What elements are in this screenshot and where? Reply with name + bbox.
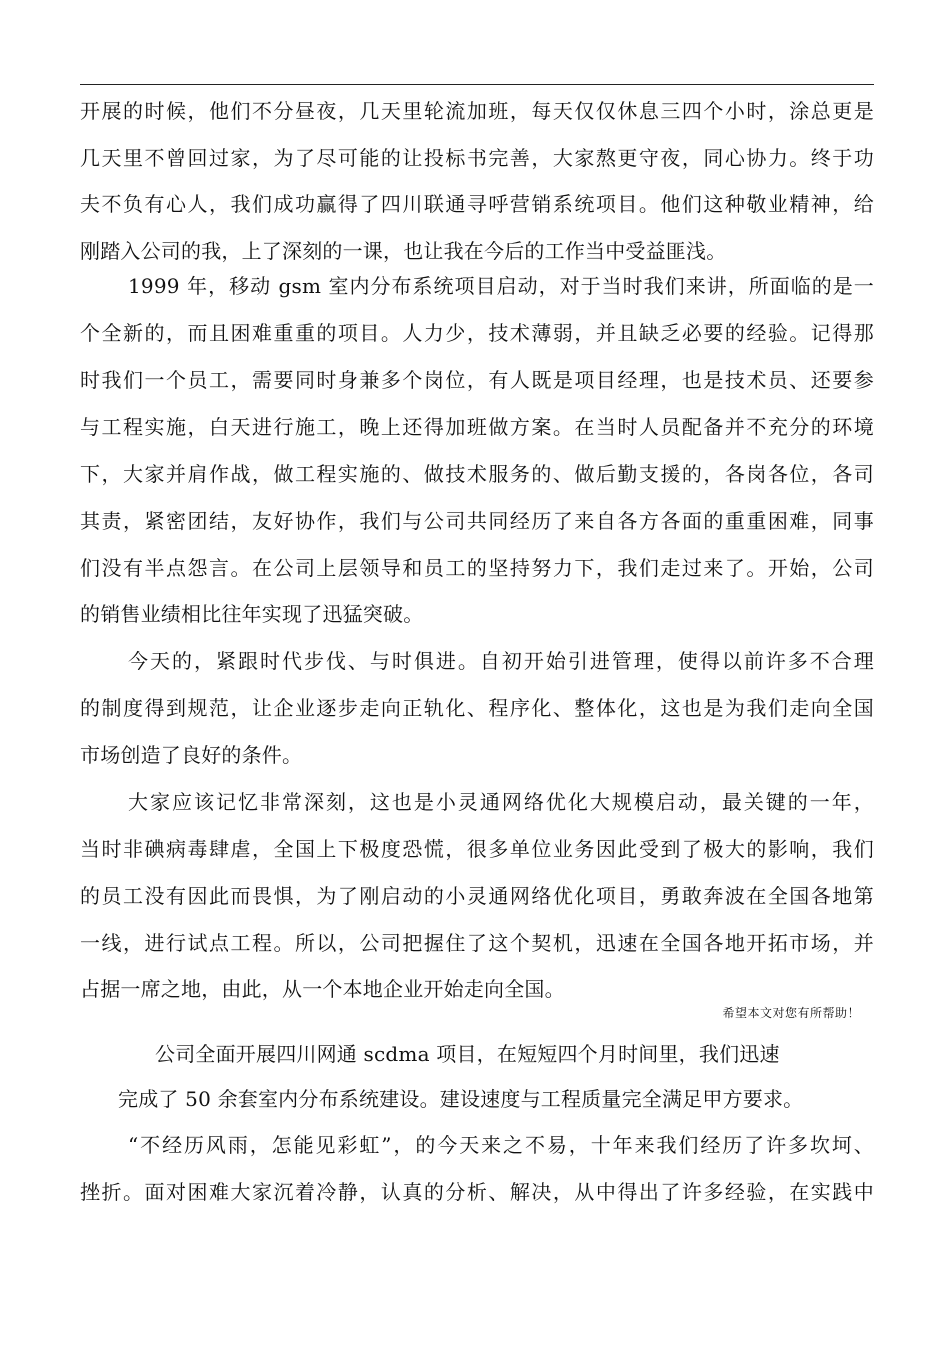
body-text-line: 当时非碘病毒肆虐，全国上下极度恐慌，很多单位业务因此受到了极大的影响，我们 [80,837,874,861]
body-text-line: 开展的时候，他们不分昼夜，几天里轮流加班，每天仅仅休息三四个小时，涂总更是 [80,99,874,123]
body-text-line: 的制度得到规范，让企业逐步走向正轨化、程序化、整体化，这也是为我们走向全国 [80,696,874,720]
body-text-line: 下，大家并肩作战，做工程实施的、做技术服务的、做后勤支援的，各岗各位，各司 [80,462,874,486]
body-text-line: 几天里不曾回过家，为了尽可能的让投标书完善，大家熬更守夜，同心协力。终于功 [80,146,874,170]
body-text-line: 的员工没有因此而畏惧，为了刚启动的小灵通网络优化项目，勇敢奔波在全国各地第 [80,884,874,908]
body-text-line: 公司全面开展四川网通 scdma 项目，在短短四个月时间里，我们迅速 [155,1042,780,1066]
body-text-line: 完成了 50 余套室内分布系统建设。建设速度与工程质量完全满足甲方要求。 [118,1087,804,1111]
body-text-line: 时我们一个员工，需要同时身兼多个岗位，有人既是项目经理，也是技术员、还要参 [80,368,874,392]
header-rule [80,84,874,85]
body-text-line: 个全新的，而且困难重重的项目。人力少，技术薄弱，并且缺乏必要的经验。记得那 [80,321,874,345]
paragraph-start-line: 大家应该记忆非常深刻，这也是小灵通网络优化大规模启动，最关键的一年， [128,790,874,814]
body-text-line: 其责，紧密团结，友好协作，我们与公司共同经历了来自各方各面的重重困难，同事 [80,509,874,533]
body-text-line: 的销售业绩相比往年实现了迅猛突破。 [80,602,424,626]
body-text-line: 刚踏入公司的我，上了深刻的一课，也让我在今后的工作当中受益匪浅。 [80,239,727,263]
paragraph-start-line: 1999 年，移动 gsm 室内分布系统项目启动，对于当时我们来讲，所面临的是一 [128,274,874,298]
paragraph-start-line: 今天的，紧跟时代步伐、与时俱进。自初开始引进管理，使得以前许多不合理 [128,649,874,673]
paragraph-start-line: “不经历风雨，怎能见彩虹”，的今天来之不易，十年来我们经历了许多坎坷、 [128,1133,874,1157]
body-text-line: 夫不负有心人，我们成功赢得了四川联通寻呼营销系统项目。他们这种敬业精神，给 [80,192,874,216]
body-text-line: 占据一席之地，由此，从一个本地企业开始走向全国。 [80,977,565,1001]
body-text-line: 们没有半点怨言。在公司上层领导和员工的坚持努力下，我们走过来了。开始，公司 [80,556,874,580]
body-text-line: 一线，进行试点工程。所以，公司把握住了这个契机，迅速在全国各地开拓市场，并 [80,931,874,955]
help-note: 希望本文对您有所帮助！ [722,1006,860,1020]
body-text-line: 市场创造了良好的条件。 [80,743,303,767]
body-text-line: 挫折。面对困难大家沉着冷静，认真的分析、解决，从中得出了许多经验，在实践中 [80,1180,874,1204]
body-text-line: 与工程实施，白天进行施工，晚上还得加班做方案。在当时人员配备并不充分的环境 [80,415,874,439]
